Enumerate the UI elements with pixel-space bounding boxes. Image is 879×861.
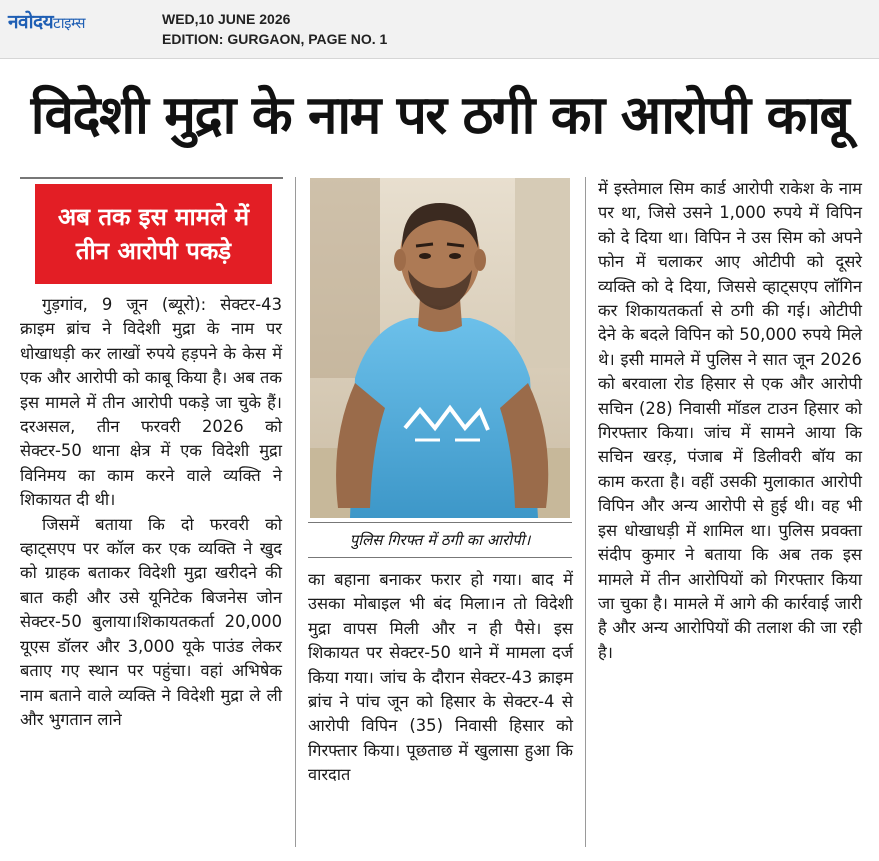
column-top-rule [20, 177, 283, 179]
newspaper-logo[interactable] [8, 8, 85, 34]
accused-photo[interactable] [310, 178, 570, 518]
article-column-2 [308, 568, 573, 788]
article-column-1 [20, 293, 282, 732]
photo-caption: पुलिस गिरफ्त में ठगी का आरोपी। [308, 522, 572, 558]
highlight-callout: अब तक इस मामले में तीन आरोपी पकड़े [35, 184, 272, 284]
edition-info: EDITION: GURGAON, PAGE NO. 1 [162, 31, 388, 47]
logo-text-sub: टाइम्स [53, 14, 85, 32]
article-column-3 [598, 177, 862, 665]
cropped-bottom-edge [0, 848, 879, 861]
publish-date: WED,10 JUNE 2026 [162, 11, 291, 27]
masthead-bar [0, 0, 879, 59]
edition-meta [162, 9, 387, 49]
paragraph: गुड़गांव, 9 जून (ब्यूरो): सेक्टर-43 क्राइम ब्रांच ने विदेशी मुद्रा के नाम पर धोखाधड़ी कर लाखों रुपये हड़पने के केस में एक और आरोपी को काबू किया है। अब तक इस मामले में तीन आरोपी पकड़े जा चुके हैं। दरअसल, तीन फरवरी 2026 को सेक्टर-50 थाना क्षेत्र में एक विदेशी मुद्रा विनिमय का काम करने वाले व्यक्ति ने शिकायत दी थी। [20, 295, 282, 510]
paragraph: का बहाना बनाकर फरार हो गया। बाद में उसका मोबाइल भी बंद मिला।न तो विदेशी मुद्रा वापस मिली और न ही पैसे। इस शिकायत पर सेक्टर-50 थाने में मामला दर्ज किया गया। जांच के दौरान सेक्टर-43 क्राइम ब्रांच ने पांच जून को हिसार के सेक्टर-4 से आरोपी विपिन (35) निवासी हिसार को गिरफ्तार किया। पूछताछ में खुलासा हुआ कि वारदात [308, 570, 573, 785]
paragraph: जिसमें बताया कि दो फरवरी को व्हाट्सएप पर कॉल कर एक व्यक्ति ने खुद को ग्राहक बताकर विदेशी मुद्रा खरीदने की बात कही और उसे यूनिटेक बिजनेस जोन सेक्टर-50 बुलाया।शिकायतकर्ता 20,000 यूएस डॉलर और 3,000 यूके पाउंड लेकर बताए गए स्थान पर पहुंचा। वहां अभिषेक नाम बताने वाले व्यक्ति ने विदेशी मुद्रा ले ली और भुगतान लाने [20, 514, 282, 729]
column-divider [295, 177, 296, 847]
article-headline: विदेशी मुद्रा के नाम पर ठगी का आरोपी काबू [30, 85, 849, 146]
cropped-text-strip [0, 59, 879, 67]
paragraph: में इस्तेमाल सिम कार्ड आरोपी राकेश के नाम पर था, जिसे उसने 1,000 रुपये में विपिन को दे दिया था। विपिन ने उस सिम को अपने फोन में चलाकर आए ओटीपी को दूसरे व्यक्ति को दे दिया, जिससे व्हाट्सएप लॉगिन कर शिकायतकर्ता से ठगी की गई। ओटीपी देने के बदले विपिन को 50,000 रुपये मिले थे। इसी मामले में पुलिस ने सात जून 2026 को बरवाला रोड हिसार से एक और आरोपी सचिन (28) निवासी मॉडल टाउन हिसार को गिरफ्तार किया। जांच में सामने आया कि सचिन खरड़, पंजाब में डिलीवरी बॉय का काम करता है। वहीं उसकी मुलाकात आरोपी विपिन और अन्य आरोपी से हुई थी। वह भी इस धोखाधड़ी में शामिल था। पुलिस प्रवक्ता संदीप कुमार ने बताया कि अब तक इस मामले में तीन आरोपियों को गिरफ्तार किया जा चुका है। मामले में आगे की कार्रवाई जारी है और अन्य आरोपियों की तलाश की जा रही है। [598, 179, 862, 662]
column-divider [585, 177, 586, 847]
logo-text-main: नवोदय [8, 11, 54, 33]
photo-illustration [310, 178, 570, 518]
